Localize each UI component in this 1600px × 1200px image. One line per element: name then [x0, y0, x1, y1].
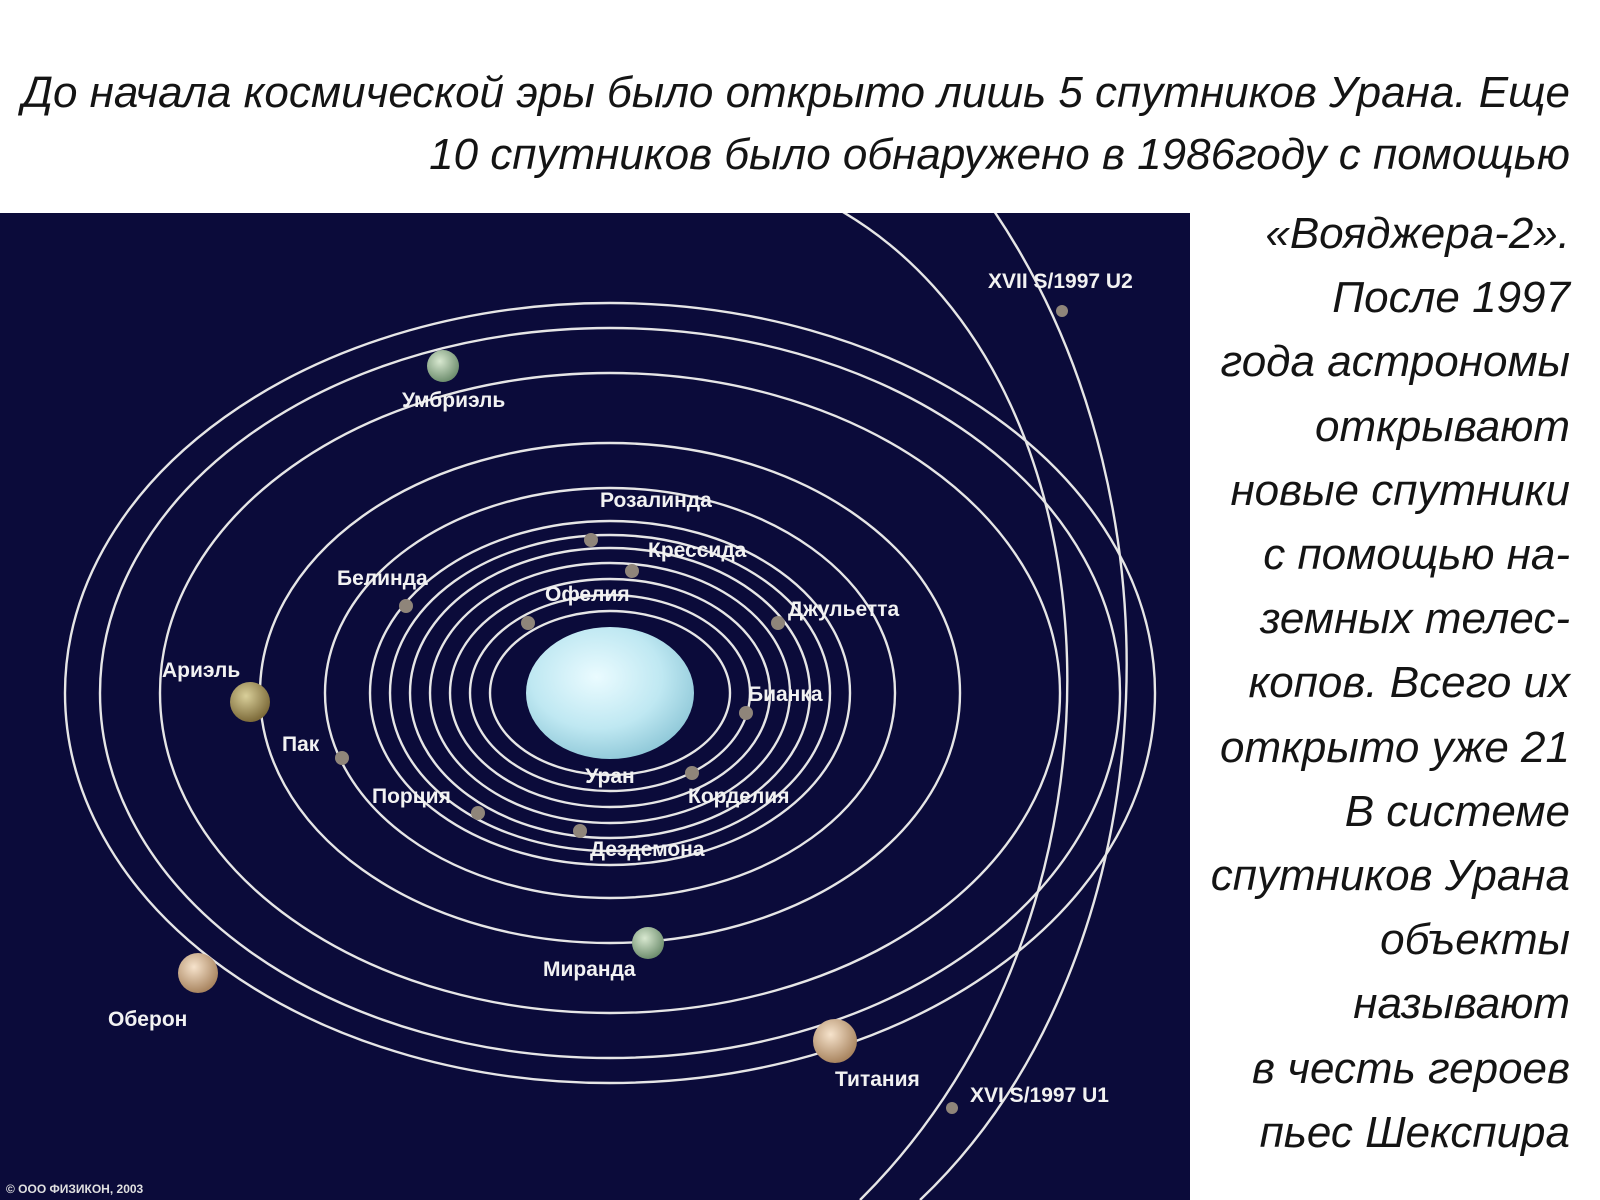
heading-text: До начала космической эры было открыто лишь 5 спутников Урана. Еще 10 спутников было обнаружено в 1986году с помощью	[21, 68, 1570, 179]
moon-u1	[946, 1102, 958, 1114]
ariel-label: Ариэль	[162, 659, 241, 682]
juliet-label: Джульетта	[788, 598, 900, 621]
u2-label: XVII S/1997 U2	[988, 270, 1133, 293]
side-line: земных телес-	[1259, 594, 1570, 644]
side-line: В системе	[1344, 786, 1570, 836]
side-line: называют	[1353, 979, 1570, 1029]
side-line: новые спутники	[1230, 465, 1570, 515]
titania-label: Титания	[835, 1068, 920, 1091]
uranus-moons-diagram	[0, 213, 1190, 1200]
side-line: в честь героев	[1251, 1043, 1570, 1093]
moon-belinda	[399, 599, 413, 613]
moon-umbriel	[427, 350, 459, 382]
moon-titania	[813, 1019, 857, 1063]
moon-desdemona	[573, 824, 587, 838]
moon-ariel	[230, 682, 270, 722]
oberon-label: Оберон	[108, 1008, 188, 1031]
rosalind-label: Розалинда	[600, 489, 712, 512]
moon-juliet	[771, 616, 785, 630]
cordelia-label: Корделия	[688, 785, 790, 808]
belinda-label: Белинда	[337, 567, 428, 590]
moon-bianca	[739, 706, 753, 720]
u1-label: XVI S/1997 U1	[970, 1084, 1109, 1107]
ophelia-label: Офелия	[545, 583, 630, 606]
side-line: «Вояджера-2».	[1265, 209, 1570, 258]
portia-label: Порция	[372, 785, 451, 808]
credit-text: © ООО ФИЗИКОН, 2003	[6, 1182, 144, 1196]
cressida-label: Крессида	[648, 539, 747, 562]
moon-ophelia	[521, 616, 535, 630]
side-line: объекты	[1380, 915, 1570, 965]
moon-oberon	[178, 953, 218, 993]
side-line: года астрономы	[1220, 337, 1570, 387]
diagram-svg	[0, 213, 1190, 1200]
uranus-planet	[526, 627, 694, 759]
side-line: открывают	[1315, 401, 1570, 451]
side-line: копов. Всего их	[1248, 658, 1570, 708]
planet-label: Уран	[585, 765, 635, 788]
side-line: спутников Урана	[1210, 851, 1570, 901]
side-line: После 1997	[1332, 273, 1570, 323]
moon-cressida	[625, 564, 639, 578]
moon-miranda	[632, 927, 664, 959]
bianca-label: Бианка	[748, 683, 823, 706]
moon-puck	[335, 751, 349, 765]
side-line: открыто уже 21	[1219, 722, 1570, 772]
umbriel-label: Умбриэль	[402, 389, 506, 412]
side-line: с помощью на-	[1263, 530, 1570, 580]
desdemona-label: Дездемона	[590, 838, 705, 861]
moon-u2	[1056, 305, 1068, 317]
moon-rosalind	[584, 533, 598, 547]
miranda-label: Миранда	[543, 958, 636, 981]
puck-label: Пак	[282, 733, 320, 756]
side-line: пьес Шекспира	[1259, 1107, 1570, 1157]
moon-cordelia	[685, 766, 699, 780]
side-text	[1176, 202, 1570, 1165]
moon-portia	[471, 806, 485, 820]
